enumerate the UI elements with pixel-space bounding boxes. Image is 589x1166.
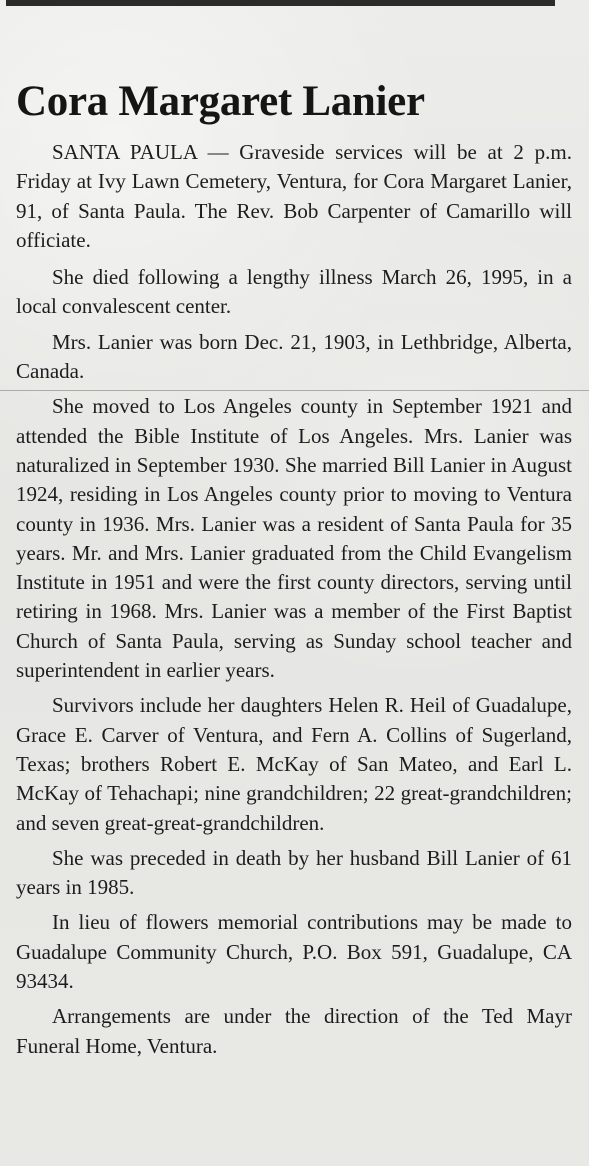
obituary-paragraph-biography: She moved to Los Angeles county in September 1921 and attended the Bible Institute of Los Angeles. Mrs. Lanier was naturalized in September 1930. She married Bill Lanier in August 1924, residing in Los Angeles county prior to moving to Ventura county in 1936. Mrs. Lanier was a resident of Santa Paula for 35 years. Mr. and Mrs. Lanier graduated from the Child Evangelism Institute in 1951 and were the first county directors, serving until retiring in 1968. Mrs. Lanier was a member of the First Baptist Church of Santa Paula, serving as Sunday school teacher and superintendent in earlier years. — [16, 394, 572, 683]
top-rule — [6, 0, 555, 6]
obituary-paragraph-arrangements: Arrangements are under the direction of the Ted Mayr Funeral Home, Ventura. — [16, 1004, 572, 1058]
obituary-paragraph-survivors: Survivors include her daughters Helen R. Heil of Guadalupe, Grace E. Carver of Ventura, and Fern A. Collins of Sugerland, Texas; brothers Robert E. McKay of San Mateo, and Earl L. McKay of Tehachapi; nine grandchildren; 22 great-grandchildren; and seven great-great-grandchildren. — [16, 693, 572, 835]
obituary-article — [16, 76, 572, 1067]
obituary-paragraph-services: SANTA PAULA — Graveside services will be at 2 p.m. Friday at Ivy Lawn Cemetery, Ventura, for Cora Margaret Lanier, 91, of Santa Paula. The Rev. Bob Carpenter of Camarillo will officiate. — [16, 140, 572, 252]
obituary-paragraph-birth: Mrs. Lanier was born Dec. 21, 1903, in Lethbridge, Alberta, Canada. — [16, 329, 572, 384]
obituary-paragraph-preceded: She was preceded in death by her husband Bill Lanier of 61 years in 1985. — [16, 845, 572, 900]
obituary-paragraph-death: She died following a lengthy illness March 26, 1995, in a local convalescent center. — [16, 265, 572, 319]
obituary-headline: Cora Margaret Lanier — [16, 78, 425, 125]
obituary-paragraph-memorial: In lieu of flowers memorial contributions may be made to Guadalupe Community Church, P.O. Box 591, Guadalupe, CA 93434. — [16, 910, 572, 994]
